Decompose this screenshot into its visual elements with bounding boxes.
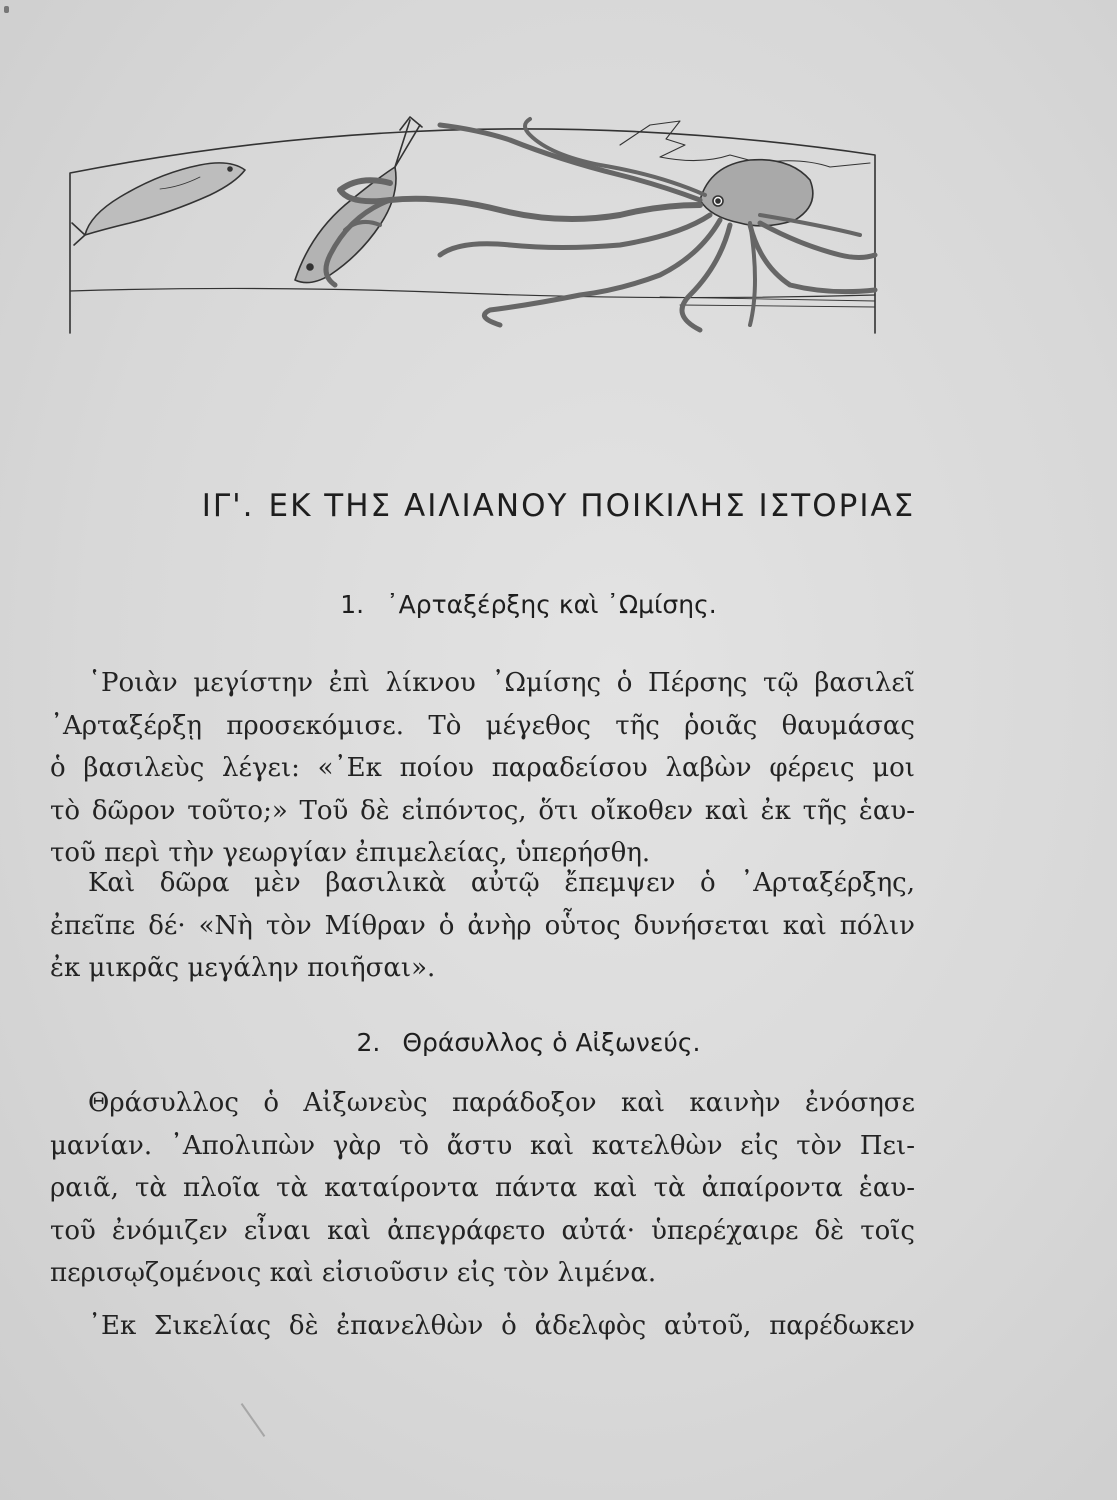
text-line: μανίαν. ᾿Απολιπὼν γὰρ τὸ ἄστυ καὶ κατελθὼν εἰς τὸν Πει- (50, 1130, 915, 1161)
text-line: ᾿Εκ Σικελίας δὲ ἐπανελθὼν ὁ ἀδελφὸς αὐτοῦ, παρέδωκεν (88, 1311, 915, 1341)
paragraph (50, 862, 915, 990)
section-title-text: Θράσυλλος ὁ Αἰξωνεύς. (402, 1028, 701, 1057)
paragraph (50, 662, 915, 875)
text-line: τοῦ περὶ τὴν γεωργίαν ἐπιμελείας, ὑπερήσθη. (50, 838, 651, 868)
section-number: 2. (356, 1028, 381, 1057)
paragraph (50, 1305, 915, 1348)
octopus-and-fish-icon (60, 105, 890, 350)
section-title-1 (0, 590, 1087, 619)
section-number: 1. (340, 590, 365, 619)
section-title-2 (0, 1028, 1087, 1057)
chapter-number: ΙΓ'. (201, 488, 255, 524)
text-line: ῾Ροιὰν μεγίστην ἐπὶ λίκνου ᾿Ωμίσης ὁ Πέρσης τῷ βασιλεῖ (88, 668, 915, 698)
text-line: ὁ βασιλεὺς λέγει: «᾿Εκ ποίου παραδείσου λαβὼν φέρεις μοι (50, 753, 915, 783)
text-line: Καὶ δῶρα μὲν βασιλικὰ αὐτῷ ἔπεμψεν ὁ ᾿Αρταξέρξης, (88, 868, 915, 898)
chapter-title (0, 488, 1117, 524)
fish-left-icon (72, 163, 245, 245)
corner-mark (4, 6, 9, 13)
text-line: περισῳζομένοις καὶ εἰσιοῦσιν εἰς τὸν λιμένα. (50, 1258, 657, 1288)
paragraph (50, 1082, 915, 1295)
text-line: ἐκ μικρᾶς μεγάλην ποιῆσαι». (50, 953, 436, 983)
text-line: τοῦ ἐνόμιζεν εἶναι καὶ ἀπεγράφετο αὐτά· ὑπερέχαιρε δὲ τοῖς (50, 1215, 915, 1246)
text-line: Θράσυλλος ὁ Αἰξωνεὺς παράδοξον καὶ καινὴν ἐνόσησε (88, 1088, 915, 1118)
stray-mark (241, 1403, 266, 1437)
octopus-icon (326, 119, 875, 330)
section-title-text: ᾿Αρταξέρξης καὶ ᾿Ωμίσης. (386, 590, 717, 619)
text-line: ραιᾶ, τὰ πλοῖα τὰ καταίροντα πάντα καὶ τὰ ἀπαίροντα ἑαυ- (50, 1173, 915, 1203)
text-line: ᾿Αρταξέρξῃ προσεκόμισε. Τὸ μέγεθος τῆς ῥοιᾶς θαυμάσας (50, 710, 915, 741)
text-line: τὸ δῶρον τοῦτο;» Τοῦ δὲ εἰπόντος, ὅτι οἴκοθεν καὶ ἐκ τῆς ἑαυ- (50, 795, 915, 826)
text-line: ἐπεῖπε δέ· «Νὴ τὸν Μίθραν ὁ ἀνὴρ οὗτος δυνήσεται καὶ πόλιν (50, 910, 915, 941)
chapter-title-text: ΕΚ ΤΗΣ ΑΙΛΙΑΝΟΥ ΠΟΙΚΙΛΗΣ ΙΣΤΟΡΙΑΣ (268, 488, 916, 524)
